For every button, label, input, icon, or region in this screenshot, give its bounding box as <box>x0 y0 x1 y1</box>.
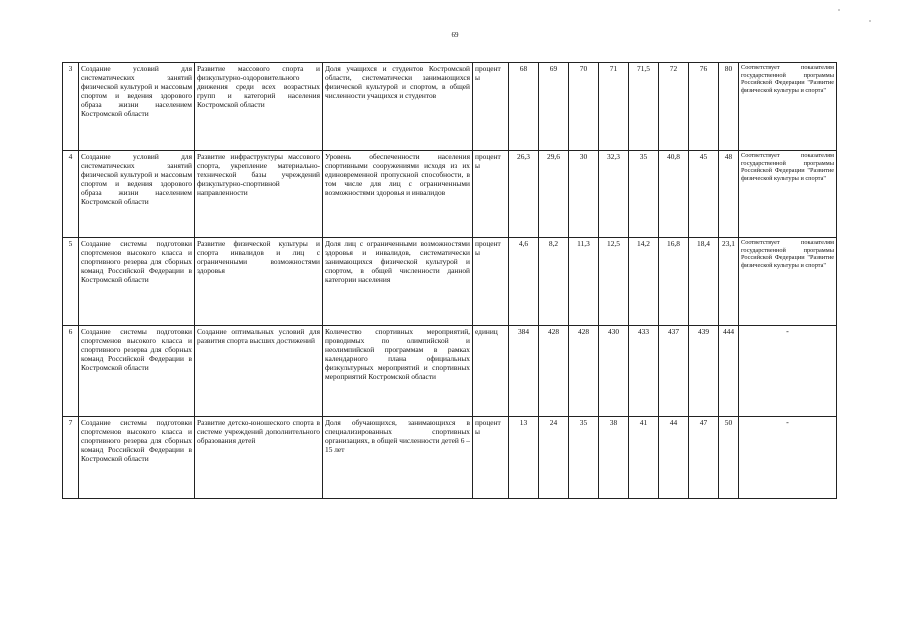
indicator-cell: Доля лиц с ограниченными возможностями здоровья и инвалидов, систематически занимающихся физической культурой и спортом, в общей численности данной категории населения <box>323 238 473 326</box>
indicators-table <box>62 62 837 499</box>
task-cell: Создание условий для систематических занятий физической культурой и массовым спортом и ведения здорового образа жизни населением Костромской области <box>79 63 195 151</box>
value-cell: 439 <box>689 326 719 417</box>
value-cell: 11,3 <box>569 238 599 326</box>
value-cell: 428 <box>539 326 569 417</box>
value-cell: 437 <box>659 326 689 417</box>
value-cell: 50 <box>719 417 739 499</box>
value-cell: 44 <box>659 417 689 499</box>
value-cell: 384 <box>509 326 539 417</box>
value-cell: 30 <box>569 151 599 238</box>
value-cell: 71,5 <box>629 63 659 151</box>
value-cell: 41 <box>629 417 659 499</box>
event-cell: Развитие инфраструктуры массового спорта, укрепление материально-технической базы учреждений физкультурно-спортивной направленности <box>195 151 323 238</box>
row-number: 7 <box>63 417 79 499</box>
scan-speck <box>869 20 871 22</box>
value-cell: 14,2 <box>629 238 659 326</box>
row-number: 4 <box>63 151 79 238</box>
value-cell: 35 <box>569 417 599 499</box>
value-cell: 71 <box>599 63 629 151</box>
value-cell: 38 <box>599 417 629 499</box>
value-cell: 16,8 <box>659 238 689 326</box>
table-row <box>63 326 837 417</box>
unit-cell: процент ы <box>473 417 509 499</box>
task-cell: Создание условий для систематических занятий физической культурой и массовым спортом и ведения здорового образа жизни населением Костромской области <box>79 151 195 238</box>
unit-cell: процент ы <box>473 238 509 326</box>
value-cell: 430 <box>599 326 629 417</box>
value-cell: 13 <box>509 417 539 499</box>
value-cell: 32,3 <box>599 151 629 238</box>
note-cell: - <box>739 326 837 417</box>
value-cell: 23,1 <box>719 238 739 326</box>
row-number: 5 <box>63 238 79 326</box>
table-row <box>63 238 837 326</box>
value-cell: 26,3 <box>509 151 539 238</box>
table-row <box>63 63 837 151</box>
value-cell: 29,6 <box>539 151 569 238</box>
indicator-cell: Уровень обеспеченности населения спортивными сооружениями исходя из их единовременной пропускной способности, в том числе для лиц с ограниченными возможностями здоровья и инвалидов <box>323 151 473 238</box>
value-cell: 428 <box>569 326 599 417</box>
value-cell: 68 <box>509 63 539 151</box>
value-cell: 433 <box>629 326 659 417</box>
value-cell: 45 <box>689 151 719 238</box>
unit-cell: процент ы <box>473 151 509 238</box>
value-cell: 35 <box>629 151 659 238</box>
note-cell: Соответствует показателям государственной программы Российской Федерации "Развитие физической культуры и спорта" <box>739 63 837 151</box>
value-cell: 76 <box>689 63 719 151</box>
event-cell: Развитие массового спорта и физкультурно-оздоровительного движения среди всех возрастных групп и категорий населения Костромской области <box>195 63 323 151</box>
scan-speck <box>838 9 840 11</box>
indicator-cell: Доля обучающихся, занимающихся в специализированных спортивных организациях, в общей численности детей 6 – 15 лет <box>323 417 473 499</box>
value-cell: 72 <box>659 63 689 151</box>
value-cell: 444 <box>719 326 739 417</box>
event-cell: Создание оптимальных условий для развития спорта высших достижений <box>195 326 323 417</box>
task-cell: Создание системы подготовки спортсменов высокого класса и спортивного резерва для сборных команд Российской Федерации в Костромской области <box>79 417 195 499</box>
note-cell: Соответствует показателям государственной программы Российской Федерации "Развитие физической культуры и спорта" <box>739 151 837 238</box>
row-number: 6 <box>63 326 79 417</box>
task-cell: Создание системы подготовки спортсменов высокого класса и спортивного резерва для сборных команд Российской Федерации в Костромской области <box>79 326 195 417</box>
value-cell: 12,5 <box>599 238 629 326</box>
value-cell: 8,2 <box>539 238 569 326</box>
value-cell: 70 <box>569 63 599 151</box>
note-cell: Соответствует показателям государственной программы Российской Федерации "Развитие физической культуры и спорта" <box>739 238 837 326</box>
indicator-cell: Количество спортивных мероприятий, проводимых по олимпийской и неолимпийской программам в рамках календарного плана официальных физкультурных мероприятий и спортивных мероприятий Костромской области <box>323 326 473 417</box>
page-number: 69 <box>451 31 459 39</box>
value-cell: 48 <box>719 151 739 238</box>
value-cell: 24 <box>539 417 569 499</box>
event-cell: Развитие физической культуры и спорта инвалидов и лиц с ограниченными возможностями здоровья <box>195 238 323 326</box>
event-cell: Развитие детско-юношеского спорта в системе учреждений дополнительного образования детей <box>195 417 323 499</box>
table-row <box>63 151 837 238</box>
value-cell: 47 <box>689 417 719 499</box>
unit-cell: единиц <box>473 326 509 417</box>
note-cell: - <box>739 417 837 499</box>
table-row <box>63 417 837 499</box>
unit-cell: процент ы <box>473 63 509 151</box>
value-cell: 80 <box>719 63 739 151</box>
value-cell: 40,8 <box>659 151 689 238</box>
row-number: 3 <box>63 63 79 151</box>
task-cell: Создание системы подготовки спортсменов высокого класса и спортивного резерва для сборных команд Российской Федерации в Костромской области <box>79 238 195 326</box>
value-cell: 18,4 <box>689 238 719 326</box>
indicator-cell: Доля учащихся и студентов Костромской области, систематически занимающихся физической культурой и спортом, в общей численности учащихся и студентов <box>323 63 473 151</box>
value-cell: 4,6 <box>509 238 539 326</box>
value-cell: 69 <box>539 63 569 151</box>
